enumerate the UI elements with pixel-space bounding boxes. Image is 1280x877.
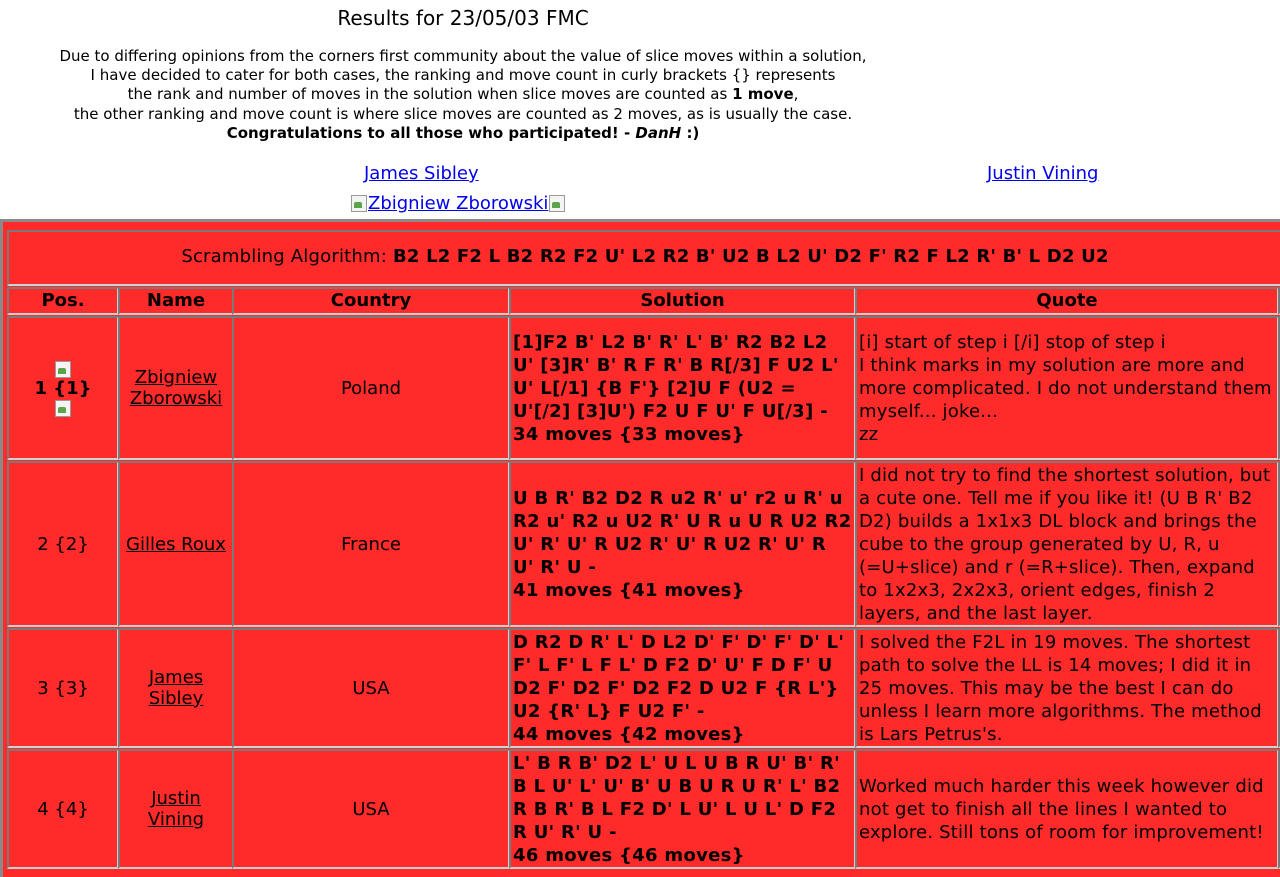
row-2-name-link[interactable]: Gilles Roux: [126, 533, 226, 555]
row-2-solution: [509, 461, 856, 627]
row-1-pos: [7, 316, 119, 460]
header-solution: Solution: [509, 287, 856, 315]
row-3-name-link-1[interactable]: James: [148, 667, 204, 688]
broken-image-icon: [54, 399, 72, 417]
row-3-quote: [855, 628, 1279, 748]
row-2-country: France: [232, 461, 510, 627]
broken-image-icon: [54, 360, 72, 378]
row-1-country: Poland: [232, 316, 510, 460]
row-3-solution-moves: D R2 D R' L' D L2 D' F' D' F' D' L' F' L F' L F L' D F2 D' U' F D F' U D2 F' D2 F' D2 F2 D U2 F {R L'} U2 {R' L} F U2 F' -: [513, 631, 845, 722]
results-table: [0, 219, 1280, 877]
intro-line-2: I have decided to cater for both cases, the ranking and move count in curly brackets {} represents: [90, 66, 836, 85]
intro-line-3-text: the rank and number of moves in the solution when slice moves are counted as: [127, 85, 733, 104]
row-1-quote-line-1: [i] start of step i [/i] stop of step i: [859, 331, 1166, 353]
row-2-quote-text: I did not try to find the shortest solution, but a cute one. Tell me if you like it! (U B R' B2 D2) builds a 1x1x3 DL block and brings the cube to the group generated by U, R, u (=U+slice) and r (=R+slice). Then, expand to 1x2x3, 2x2x3, orient edges, finish 2 layers, and the last layer.: [859, 464, 1271, 624]
row-3-solution: [509, 628, 856, 748]
header-quote: Quote: [855, 287, 1279, 315]
intro-line-1: Due to differing opinions from the corners first community about the value of slice moves within a solution,: [59, 47, 867, 65]
row-4-quote: [855, 749, 1279, 869]
row-4-name-link-1[interactable]: Justin: [151, 788, 201, 809]
row-2-pos: 2 {2}: [7, 461, 119, 627]
row-3-name: [118, 628, 234, 748]
row-4-country: USA: [232, 749, 510, 869]
row-1-quote: [855, 316, 1279, 460]
intro-line-3-end: ,: [793, 85, 799, 104]
intro-line-4: the other ranking and move count is where slice moves are counted as 2 moves, as is usually the case.: [73, 104, 853, 123]
row-3-country: USA: [232, 628, 510, 748]
row-1-name-link-1[interactable]: Zbigniew: [134, 367, 218, 388]
row-1-quote-line-2: I think marks in my solution are more and more complicated. I do not understand them myself... joke...: [859, 354, 1272, 422]
broken-image-icon: [350, 194, 368, 212]
scramble-moves: B2 L2 F2 L B2 R2 F2 U' L2 R2 B' U2 B L2 U' D2 F' R2 F L2 R' B' L D2 U2: [392, 246, 1109, 267]
row-3-move-count: 44 moves {42 moves}: [513, 723, 745, 745]
smiley: :): [681, 123, 700, 142]
page-title: Results for 23/05/03 FMC: [337, 6, 589, 30]
row-3-name-link-2[interactable]: Sibley: [148, 688, 204, 709]
row-4-quote-text: Worked much harder this week however did not get to finish all the lines I wanted to explore. Still tons of room for improvement!: [859, 775, 1264, 843]
intro-line-5: [0, 124, 926, 143]
row-4-name-link-2[interactable]: Vining: [147, 809, 205, 830]
row-1-solution: [509, 316, 856, 460]
row-1-name-link-2[interactable]: Zborowski: [129, 388, 223, 409]
scramble-cell: [7, 230, 1280, 286]
row-4-move-count: 46 moves {46 moves}: [513, 844, 745, 866]
intro-text: [0, 47, 926, 143]
row-2-name: [118, 461, 234, 627]
winner-link-group: [350, 193, 566, 214]
row-1-move-count: 34 moves {33 moves}: [513, 423, 745, 445]
link-justin-vining[interactable]: Justin Vining: [987, 163, 1099, 184]
scramble-label: Scrambling Algorithm:: [181, 246, 393, 267]
row-2-move-count: 41 moves {41 moves}: [513, 579, 745, 601]
broken-image-icon: [548, 194, 566, 212]
page-header: [0, 0, 1280, 218]
intro-line-3: [0, 85, 926, 104]
row-1-solution-moves: [1]F2 B' L2 B' R' L' B' R2 B2 L2 U' [3]R' B' R F R' B R[/3] F U2 L' U' L[/1] {B F'} [2]U F (U2 = U'[/2] [3]U') F2 U F U' F U[/3] -: [513, 331, 839, 422]
signature: DanH: [635, 123, 682, 142]
header-country: Country: [232, 287, 510, 315]
header-name: Name: [118, 287, 234, 315]
intro-line-3-bold: 1 move: [732, 85, 794, 104]
row-1-name: [118, 316, 234, 460]
link-james-sibley[interactable]: James Sibley: [364, 163, 479, 184]
row-3-pos: 3 {3}: [7, 628, 119, 748]
row-4-solution: [509, 749, 856, 869]
row-3-quote-text: I solved the F2L in 19 moves. The shortest path to solve the LL is 14 moves; I did it in 25 moves. This may be the best I can do unless I learn more algorithms. The method is Lars Petrus's.: [859, 631, 1262, 745]
congrats-text: Congratulations to all those who participated! -: [226, 123, 636, 142]
row-4-solution-moves: L' B R B' D2 L' U L U B R U' B' R' B L U' L' U' B' U B U R U R' L' B2 R B R' B L F2 D' L U' L U L' D F2 R U' R' U -: [513, 752, 841, 843]
row-4-name: [118, 749, 234, 869]
header-pos: Pos.: [7, 287, 119, 315]
link-zbigniew-zborowski[interactable]: Zbigniew Zborowski: [368, 193, 549, 214]
row-1-quote-line-3: zz: [859, 423, 879, 445]
row-4-pos: 4 {4}: [7, 749, 119, 869]
row-2-quote: [855, 461, 1279, 627]
row-1-rank: 1 {1}: [34, 377, 92, 399]
row-2-solution-moves: U B R' B2 D2 R u2 R' u' r2 u R' u R2 u' R2 u U2 R' U R u U R U2 R2 U' R' U' R U2 R' U' R U2 R' U' R U' R' U -: [513, 487, 852, 578]
